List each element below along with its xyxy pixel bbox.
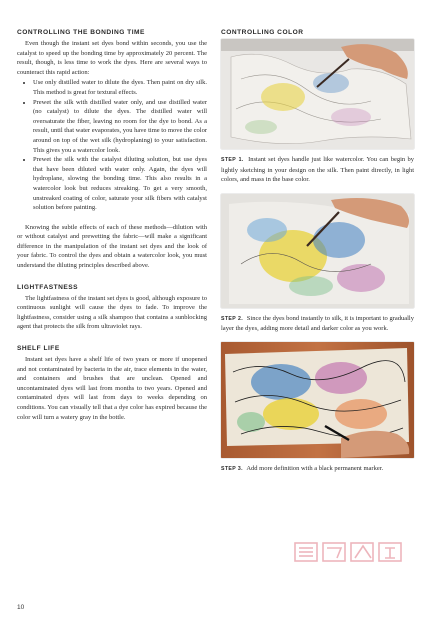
step-label: STEP 1. [221, 157, 244, 163]
watermark-logo [293, 540, 403, 564]
step-label: STEP 3. [221, 465, 244, 472]
step2-caption [221, 314, 414, 334]
section-shelf-life [17, 345, 207, 422]
paragraph: Knowing the subtle effects of each of these methods—dilution with or without catalyst and prewetting the fabric—will make a significant difference in the manipulation of the instant set dyes and the look of your fabric. To control the dyes and obtain a watercolor look, you must understand the diluting principles described above. [17, 223, 207, 270]
page-number: 10 [17, 604, 25, 611]
paragraph: The lightfastness of the instant set dyes is good, although exposure to continuous sunlight will cause the dyes to fade. To improve the lightfastness, consider using a silk shampoo that contains a sunblocking agent that protects the silk from ultraviolet rays. [17, 294, 207, 331]
step-label: STEP 2. [221, 315, 244, 322]
right-column [221, 29, 414, 475]
step1-photo [221, 39, 414, 149]
section-lightfastness [17, 284, 207, 332]
bullet-item: • Use only distilled water to dilute the dyes. Then paint on dry silk. This method is great for textural effects. [33, 78, 207, 97]
caption-text: Add more definition with a black permanent marker. [246, 464, 384, 472]
section-bonding-time [17, 29, 207, 271]
step1-caption [221, 155, 414, 185]
bullet-item: • Prewet the silk with the catalyst diluting solution, but use dyes that have been diluted with water only. Again, the dyes will hydroplane, slowing the bonding time. This also results in a watercolor look but reduces streaking. To get a very smooth, unstreaked coating of color, saturate your silk fibers with catalyst solution before painting. [33, 155, 207, 213]
bullet-list [17, 78, 207, 212]
caption-text: Since the dyes bond instantly to silk, it is important to gradually layer the dyes, adding more detail and darker color as you work. [221, 314, 414, 333]
paragraph: Even though the instant set dyes bond within seconds, you use the catalyst to speed up the bonding time by approximately 20 percent. The result, though, is less time to work the dyes. Here are several ways to counteract this rapid action: [17, 40, 207, 76]
bullet-item: • Prewet the silk with distilled water only, and use distilled water (no catalyst) to dilute the dyes. The distilled water will oversaturate the fiber, leaving no room for the dye to bond. As a result, until that water evaporates, you have time to move the color around on top of the wet silk (hydroplaning) to your satisfaction. This gives you a watercolor look. [33, 98, 207, 156]
section-heading: SHELF LIFE [17, 345, 60, 353]
section-heading: LIGHTFASTNESS [17, 283, 79, 291]
left-column [17, 29, 207, 422]
paragraph: Instant set dyes have a shelf life of two years or more if unopened and not contaminated by bacteria in the air, trace elements in the water, and containers and brushes that are unclean. Opened and uncontaminated dyes will last from months to two years. Opened and contaminated dyes will last from days to weeks depending on conditions. You can visually tell that a dye color has expired because the color will turn a watery gray in the bottle. [17, 356, 207, 421]
section-heading: CONTROLLING COLOR [221, 29, 304, 36]
step3-photo [221, 342, 414, 458]
step3-caption [221, 464, 414, 475]
caption-text: Instant set dyes handle just like watercolor. You can begin by lightly sketching in your design on the silk. Then paint directly, in light colors, and mass in the base color. [221, 156, 414, 184]
section-heading: CONTROLLING THE BONDING TIME [17, 29, 145, 36]
step2-photo [221, 194, 414, 308]
